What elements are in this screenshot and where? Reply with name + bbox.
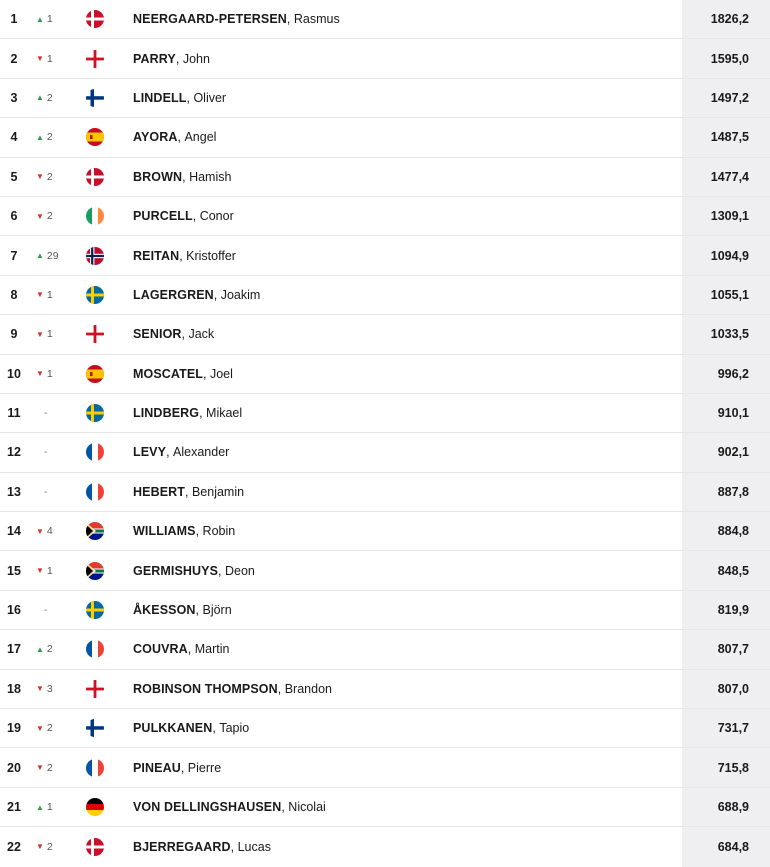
rank-change-value: 2 bbox=[46, 840, 53, 853]
rank-change bbox=[36, 670, 64, 708]
rank-change-value: 2 bbox=[46, 91, 53, 104]
player-last-name: AYORA bbox=[133, 130, 178, 145]
player-first-name: Joakim bbox=[220, 287, 261, 302]
player-name[interactable] bbox=[133, 118, 216, 156]
rank-down-icon: ▼ bbox=[36, 723, 44, 733]
table-row[interactable] bbox=[0, 512, 770, 551]
rank-change bbox=[36, 748, 64, 786]
points-value: 1309,1 bbox=[682, 197, 770, 235]
points-value: 1055,1 bbox=[682, 276, 770, 314]
player-name[interactable] bbox=[133, 748, 221, 786]
rank-change-value: 1 bbox=[46, 801, 53, 813]
rank-position: 11 bbox=[7, 406, 21, 421]
rank-down-icon: ▼ bbox=[36, 566, 44, 576]
sweden-flag-icon bbox=[86, 591, 104, 629]
player-last-name: GERMISHUYS bbox=[133, 563, 219, 578]
name-separator: , bbox=[175, 51, 183, 66]
player-last-name: NEERGAARD-PETERSEN bbox=[133, 12, 287, 27]
rank-change-value: - bbox=[44, 604, 48, 617]
rank-position: 16 bbox=[7, 603, 21, 618]
table-row[interactable] bbox=[0, 670, 770, 709]
player-last-name: WILLIAMS bbox=[133, 524, 196, 539]
rank-position: 10 bbox=[7, 366, 21, 381]
rank-position: 21 bbox=[7, 800, 21, 814]
rank-change-value: - bbox=[44, 407, 48, 420]
rank-change-value: 2 bbox=[46, 170, 53, 183]
player-first-name: Nicolai bbox=[288, 800, 326, 814]
table-row[interactable] bbox=[0, 551, 770, 590]
name-separator: , bbox=[199, 406, 207, 421]
rank-change-value: 1 bbox=[46, 288, 53, 301]
points-value: 1033,5 bbox=[682, 315, 770, 353]
player-first-name: Deon bbox=[225, 563, 255, 578]
name-separator: , bbox=[186, 90, 194, 105]
table-row[interactable] bbox=[0, 39, 770, 78]
south-africa-flag-icon bbox=[86, 551, 104, 589]
points-value: 684,8 bbox=[682, 827, 770, 866]
rank-position: 5 bbox=[10, 169, 18, 184]
rank-change bbox=[36, 158, 64, 196]
points-value: 884,8 bbox=[682, 512, 770, 550]
points-value: 1595,0 bbox=[682, 39, 770, 77]
sweden-flag-icon bbox=[86, 394, 104, 432]
player-last-name: ÅKESSON bbox=[133, 603, 196, 618]
points-value: 1477,4 bbox=[682, 158, 770, 196]
rank-change-value: 2 bbox=[46, 761, 53, 774]
player-last-name: LAGERGREN bbox=[133, 287, 214, 302]
player-last-name: COUVRA bbox=[133, 642, 188, 657]
rank-change bbox=[36, 433, 64, 471]
points-value: 848,5 bbox=[682, 551, 770, 589]
player-first-name: Kristoffer bbox=[186, 248, 236, 263]
player-last-name: PULKKANEN bbox=[133, 721, 213, 736]
rank-position: 14 bbox=[7, 524, 21, 539]
rank-change bbox=[36, 39, 64, 77]
player-name[interactable] bbox=[133, 0, 340, 38]
table-row[interactable] bbox=[0, 433, 770, 472]
rank-position: 20 bbox=[7, 760, 21, 775]
player-first-name: Joel bbox=[209, 366, 233, 381]
player-last-name: BJERREGAARD bbox=[133, 839, 231, 854]
spain-flag-icon bbox=[86, 118, 104, 156]
table-row[interactable] bbox=[0, 788, 770, 827]
player-first-name: Martin bbox=[194, 642, 230, 657]
rank-change bbox=[36, 630, 64, 668]
player-last-name: VON DELLINGSHAUSEN bbox=[133, 800, 282, 814]
rank-position: 6 bbox=[10, 209, 18, 224]
player-first-name: John bbox=[182, 51, 210, 66]
points-value: 688,9 bbox=[682, 788, 770, 826]
player-last-name: LEVY bbox=[133, 445, 167, 460]
player-first-name: Conor bbox=[199, 209, 234, 224]
player-name[interactable] bbox=[133, 158, 231, 196]
rank-change bbox=[36, 276, 64, 314]
player-name[interactable] bbox=[133, 670, 332, 708]
player-last-name: MOSCATEL bbox=[133, 366, 204, 381]
table-row[interactable] bbox=[0, 0, 770, 39]
name-separator: , bbox=[277, 681, 285, 696]
rank-up-icon: ▲ bbox=[36, 132, 44, 142]
france-flag-icon bbox=[86, 433, 104, 471]
points-value: 996,2 bbox=[682, 355, 770, 393]
player-name[interactable] bbox=[133, 236, 236, 274]
rank-change-value: 2 bbox=[46, 643, 53, 656]
player-name[interactable] bbox=[133, 197, 234, 235]
name-separator: , bbox=[187, 642, 195, 657]
player-name[interactable] bbox=[133, 827, 271, 866]
rank-change bbox=[36, 79, 64, 117]
player-first-name: Rasmus bbox=[293, 12, 340, 27]
points-value: 1487,5 bbox=[682, 118, 770, 156]
rank-position: 22 bbox=[7, 839, 21, 854]
england-flag-icon bbox=[86, 670, 104, 708]
rank-position: 17 bbox=[7, 642, 21, 657]
player-name[interactable] bbox=[133, 79, 226, 117]
denmark-flag-icon bbox=[86, 827, 104, 866]
rank-down-icon: ▼ bbox=[36, 54, 44, 64]
points-value: 819,9 bbox=[682, 591, 770, 629]
player-name[interactable] bbox=[133, 433, 229, 471]
denmark-flag-icon bbox=[86, 158, 104, 196]
player-name[interactable] bbox=[133, 355, 233, 393]
rank-change bbox=[36, 0, 64, 38]
name-separator: , bbox=[166, 445, 174, 460]
rank-down-icon: ▼ bbox=[36, 763, 44, 773]
france-flag-icon bbox=[86, 630, 104, 668]
player-first-name: Benjamin bbox=[191, 484, 245, 499]
name-separator: , bbox=[182, 169, 190, 184]
player-name[interactable] bbox=[133, 788, 326, 826]
england-flag-icon bbox=[86, 315, 104, 353]
rank-up-icon: ▲ bbox=[36, 802, 44, 812]
rank-down-icon: ▼ bbox=[36, 172, 44, 182]
table-row[interactable] bbox=[0, 79, 770, 118]
rank-up-icon: ▲ bbox=[36, 93, 44, 103]
player-name[interactable] bbox=[133, 394, 242, 432]
player-first-name: Alexander bbox=[173, 445, 230, 460]
rank-position: 8 bbox=[10, 287, 18, 302]
rank-change bbox=[36, 788, 64, 826]
player-name[interactable] bbox=[133, 709, 249, 747]
finland-flag-icon bbox=[86, 79, 104, 117]
name-separator: , bbox=[230, 839, 238, 854]
rank-down-icon: ▼ bbox=[36, 526, 44, 536]
player-last-name: BROWN bbox=[133, 169, 183, 184]
player-first-name: Pierre bbox=[187, 760, 222, 775]
ireland-flag-icon bbox=[86, 197, 104, 235]
rank-change-value: 1 bbox=[46, 328, 53, 341]
rank-position: 4 bbox=[10, 130, 18, 145]
rank-position: 3 bbox=[10, 90, 18, 105]
player-first-name: Mikael bbox=[206, 406, 243, 421]
name-separator: , bbox=[177, 130, 185, 145]
table-row[interactable] bbox=[0, 355, 770, 394]
rank-down-icon: ▼ bbox=[36, 211, 44, 221]
sweden-flag-icon bbox=[86, 276, 104, 314]
name-separator: , bbox=[213, 287, 221, 302]
player-first-name: Brandon bbox=[284, 681, 332, 696]
table-row[interactable] bbox=[0, 630, 770, 669]
player-name[interactable] bbox=[133, 591, 232, 629]
table-row[interactable] bbox=[0, 276, 770, 315]
rank-change-value: 2 bbox=[46, 722, 53, 735]
player-first-name: Oliver bbox=[193, 90, 227, 105]
rank-change bbox=[36, 197, 64, 235]
rank-change bbox=[36, 394, 64, 432]
rank-change-value: 2 bbox=[46, 210, 53, 223]
rank-down-icon: ▼ bbox=[36, 369, 44, 379]
south-africa-flag-icon bbox=[86, 512, 104, 550]
player-last-name: PINEAU bbox=[133, 760, 181, 775]
player-last-name: HEBERT bbox=[133, 484, 185, 499]
rank-down-icon: ▼ bbox=[36, 842, 44, 852]
rank-change bbox=[36, 512, 64, 550]
name-separator: , bbox=[286, 12, 294, 27]
name-separator: , bbox=[218, 563, 225, 578]
player-first-name: Tapio bbox=[219, 721, 250, 736]
rank-position: 18 bbox=[7, 681, 21, 696]
rank-change bbox=[36, 827, 64, 866]
rank-change-value: 2 bbox=[46, 131, 53, 144]
norway-flag-icon bbox=[86, 236, 104, 274]
rank-change bbox=[36, 473, 64, 511]
rank-position: 1 bbox=[10, 12, 18, 27]
points-value: 807,0 bbox=[682, 670, 770, 708]
player-last-name: PURCELL bbox=[133, 209, 193, 224]
name-separator: , bbox=[192, 209, 200, 224]
player-name[interactable] bbox=[133, 551, 255, 589]
player-name[interactable] bbox=[133, 276, 260, 314]
rank-change-value: 3 bbox=[46, 682, 53, 695]
rank-change bbox=[36, 551, 64, 589]
rank-change-value: 1 bbox=[46, 367, 53, 380]
france-flag-icon bbox=[86, 748, 104, 786]
rank-position: 12 bbox=[7, 445, 21, 460]
player-first-name: Jack bbox=[188, 327, 215, 342]
rank-change bbox=[36, 709, 64, 747]
rank-down-icon: ▼ bbox=[36, 684, 44, 694]
rank-down-icon: ▼ bbox=[36, 329, 44, 339]
points-value: 1497,2 bbox=[682, 79, 770, 117]
rank-up-icon: ▲ bbox=[36, 644, 44, 654]
rank-change-value: 4 bbox=[46, 525, 53, 538]
denmark-flag-icon bbox=[86, 0, 104, 38]
rank-change bbox=[36, 355, 64, 393]
table-row[interactable] bbox=[0, 591, 770, 630]
rank-change-value: - bbox=[44, 485, 48, 498]
spain-flag-icon bbox=[86, 355, 104, 393]
points-value: 910,1 bbox=[682, 394, 770, 432]
points-value: 902,1 bbox=[682, 433, 770, 471]
name-separator: , bbox=[185, 484, 192, 499]
player-last-name: ROBINSON THOMPSON bbox=[133, 681, 278, 696]
rank-change-value: 1 bbox=[46, 13, 53, 26]
rank-change-value: 1 bbox=[46, 564, 53, 577]
player-last-name: REITAN bbox=[133, 248, 180, 263]
england-flag-icon bbox=[86, 39, 104, 77]
table-row[interactable] bbox=[0, 315, 770, 354]
points-value: 1826,2 bbox=[682, 0, 770, 38]
rank-position: 13 bbox=[7, 484, 21, 499]
rank-change-value: 29 bbox=[46, 249, 59, 262]
player-last-name: LINDBERG bbox=[133, 406, 200, 421]
points-value: 715,8 bbox=[682, 748, 770, 786]
player-name[interactable] bbox=[133, 630, 229, 668]
name-separator: , bbox=[179, 248, 187, 263]
table-row[interactable] bbox=[0, 158, 770, 197]
points-value: 731,7 bbox=[682, 709, 770, 747]
name-separator: , bbox=[180, 760, 188, 775]
rank-position: 2 bbox=[10, 51, 18, 66]
rank-up-icon: ▲ bbox=[36, 251, 44, 261]
rank-position: 15 bbox=[7, 563, 21, 578]
player-name[interactable] bbox=[133, 315, 214, 353]
points-value: 807,7 bbox=[682, 630, 770, 668]
rank-position: 9 bbox=[10, 327, 18, 342]
points-value: 887,8 bbox=[682, 473, 770, 511]
player-last-name: LINDELL bbox=[133, 90, 187, 105]
rank-down-icon: ▼ bbox=[36, 290, 44, 300]
name-separator: , bbox=[195, 524, 203, 539]
points-value: 1094,9 bbox=[682, 236, 770, 274]
table-row[interactable] bbox=[0, 236, 770, 275]
table-row[interactable] bbox=[0, 748, 770, 787]
name-separator: , bbox=[212, 721, 220, 736]
rank-position: 19 bbox=[7, 721, 21, 736]
france-flag-icon bbox=[86, 473, 104, 511]
player-last-name: SENIOR bbox=[133, 327, 182, 342]
finland-flag-icon bbox=[86, 709, 104, 747]
rank-change-value: - bbox=[44, 446, 48, 459]
name-separator: , bbox=[181, 327, 189, 342]
player-first-name: Björn bbox=[202, 603, 232, 618]
germany-flag-icon bbox=[86, 788, 104, 826]
table-row[interactable] bbox=[0, 394, 770, 433]
rank-change bbox=[36, 236, 64, 274]
player-first-name: Robin bbox=[202, 524, 236, 539]
table-row[interactable] bbox=[0, 827, 770, 866]
rank-change-value: 1 bbox=[46, 52, 53, 65]
table-row[interactable] bbox=[0, 197, 770, 236]
player-first-name: Hamish bbox=[189, 169, 232, 184]
player-name[interactable] bbox=[133, 512, 235, 550]
table-row[interactable] bbox=[0, 473, 770, 512]
player-first-name: Angel bbox=[184, 130, 217, 145]
rank-change bbox=[36, 591, 64, 629]
rank-change bbox=[36, 315, 64, 353]
player-last-name: PARRY bbox=[133, 51, 176, 66]
player-first-name: Lucas bbox=[237, 839, 271, 854]
rank-up-icon: ▲ bbox=[36, 14, 44, 24]
table-row[interactable] bbox=[0, 118, 770, 157]
rank-position: 7 bbox=[10, 248, 18, 263]
name-separator: , bbox=[203, 366, 210, 381]
player-name[interactable] bbox=[133, 473, 244, 511]
name-separator: , bbox=[195, 603, 203, 618]
name-separator: , bbox=[281, 800, 289, 814]
player-name[interactable] bbox=[133, 39, 210, 77]
rank-change bbox=[36, 118, 64, 156]
table-row[interactable] bbox=[0, 709, 770, 748]
